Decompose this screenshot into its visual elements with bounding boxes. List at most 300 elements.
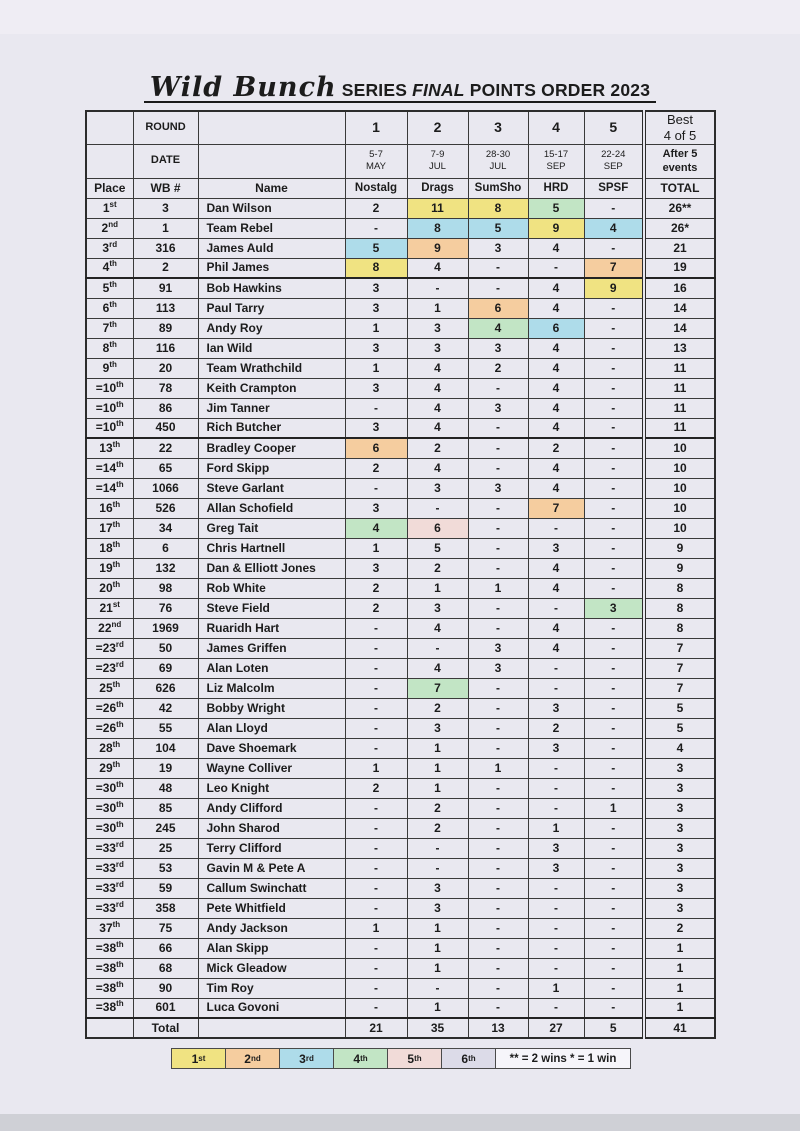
- header-round-number-3: 3: [468, 111, 528, 144]
- score-cell: 3: [528, 538, 584, 558]
- wb-number-cell: 86: [133, 398, 198, 418]
- score-cell: 4: [528, 418, 584, 438]
- score-cell: 7: [407, 678, 468, 698]
- score-cell: 3: [345, 418, 407, 438]
- place-cell: 17th: [86, 518, 133, 538]
- wb-number-cell: 75: [133, 918, 198, 938]
- score-cell: 3: [468, 638, 528, 658]
- score-cell: -: [528, 598, 584, 618]
- score-cell: -: [584, 518, 644, 538]
- score-cell: 4: [528, 578, 584, 598]
- score-cell: 4: [528, 398, 584, 418]
- table-row: [86, 398, 715, 418]
- score-cell: 4: [407, 418, 468, 438]
- place-cell: 18th: [86, 538, 133, 558]
- score-cell: 1: [407, 298, 468, 318]
- driver-name-cell: Andy Jackson: [198, 918, 345, 938]
- driver-name-cell: Phil James: [198, 258, 345, 278]
- place-cell: 3rd: [86, 238, 133, 258]
- total-points-cell: 3: [644, 798, 715, 818]
- driver-name-cell: Gavin M & Pete A: [198, 858, 345, 878]
- driver-name-cell: Bradley Cooper: [198, 438, 345, 458]
- place-cell: 19th: [86, 558, 133, 578]
- header-wb-label: WB #: [133, 178, 198, 198]
- table-row: [86, 278, 715, 298]
- driver-name-cell: Greg Tait: [198, 518, 345, 538]
- score-cell: -: [468, 538, 528, 558]
- total-points-cell: 2: [644, 918, 715, 938]
- score-cell: 2: [345, 778, 407, 798]
- total-points-cell: 9: [644, 558, 715, 578]
- score-cell: 3: [528, 698, 584, 718]
- wb-number-cell: 66: [133, 938, 198, 958]
- driver-name-cell: Keith Crampton: [198, 378, 345, 398]
- score-cell: 2: [407, 818, 468, 838]
- score-cell: 4: [528, 458, 584, 478]
- score-cell: -: [584, 418, 644, 438]
- table-row: [86, 198, 715, 218]
- driver-name-cell: Alan Lloyd: [198, 718, 345, 738]
- wb-number-cell: 90: [133, 978, 198, 998]
- score-cell: 2: [345, 598, 407, 618]
- total-points-cell: 3: [644, 878, 715, 898]
- driver-name-cell: John Sharod: [198, 818, 345, 838]
- score-cell: 9: [584, 278, 644, 298]
- legend-1st-swatch: 1 st: [171, 1048, 226, 1069]
- score-cell: -: [468, 978, 528, 998]
- total-points-cell: 11: [644, 398, 715, 418]
- score-cell: -: [345, 678, 407, 698]
- score-cell: 4: [528, 618, 584, 638]
- score-cell: 2: [468, 358, 528, 378]
- driver-name-cell: Ford Skipp: [198, 458, 345, 478]
- wb-number-cell: 526: [133, 498, 198, 518]
- table-row: [86, 798, 715, 818]
- wb-number-cell: 113: [133, 298, 198, 318]
- score-cell: 3: [468, 658, 528, 678]
- score-cell: 1: [528, 818, 584, 838]
- score-cell: -: [584, 958, 644, 978]
- table-row: [86, 418, 715, 438]
- score-cell: 4: [468, 318, 528, 338]
- totals-blank: [198, 1018, 345, 1038]
- driver-name-cell: Alan Loten: [198, 658, 345, 678]
- table-row: [86, 858, 715, 878]
- points-table: [85, 110, 716, 1039]
- score-cell: -: [407, 838, 468, 858]
- score-cell: -: [584, 998, 644, 1018]
- score-cell: 1: [345, 918, 407, 938]
- header-date-round-2: 7-9 JUL: [407, 144, 468, 178]
- score-cell: -: [345, 398, 407, 418]
- score-cell: -: [345, 938, 407, 958]
- score-cell: -: [407, 858, 468, 878]
- wb-number-cell: 25: [133, 838, 198, 858]
- wb-number-cell: 132: [133, 558, 198, 578]
- header-date-round-5: 22-24 SEP: [584, 144, 644, 178]
- score-cell: -: [584, 818, 644, 838]
- wb-number-cell: 116: [133, 338, 198, 358]
- score-cell: 4: [345, 518, 407, 538]
- score-cell: -: [468, 798, 528, 818]
- score-cell: -: [468, 558, 528, 578]
- driver-name-cell: Chris Hartnell: [198, 538, 345, 558]
- driver-name-cell: Steve Field: [198, 598, 345, 618]
- score-cell: 6: [468, 298, 528, 318]
- header-place-label: Place: [86, 178, 133, 198]
- totals-grand-cell: 41: [644, 1018, 715, 1038]
- score-cell: 5: [407, 538, 468, 558]
- score-cell: -: [528, 998, 584, 1018]
- score-cell: 3: [407, 718, 468, 738]
- place-cell: =30th: [86, 818, 133, 838]
- score-cell: -: [584, 238, 644, 258]
- score-cell: -: [407, 978, 468, 998]
- total-points-cell: 3: [644, 858, 715, 878]
- table-row: [86, 878, 715, 898]
- driver-name-cell: Wayne Colliver: [198, 758, 345, 778]
- place-cell: 13th: [86, 438, 133, 458]
- driver-name-cell: Pete Whitfield: [198, 898, 345, 918]
- wb-number-cell: 3: [133, 198, 198, 218]
- total-points-cell: 1: [644, 958, 715, 978]
- score-cell: 2: [407, 438, 468, 458]
- wb-number-cell: 104: [133, 738, 198, 758]
- total-points-cell: 10: [644, 518, 715, 538]
- wb-number-cell: 626: [133, 678, 198, 698]
- score-cell: -: [584, 298, 644, 318]
- place-cell: 22nd: [86, 618, 133, 638]
- wb-number-cell: 98: [133, 578, 198, 598]
- score-cell: 3: [407, 878, 468, 898]
- score-cell: -: [584, 478, 644, 498]
- total-points-cell: 10: [644, 498, 715, 518]
- score-cell: -: [528, 758, 584, 778]
- table-row: [86, 998, 715, 1018]
- total-points-cell: 3: [644, 818, 715, 838]
- place-cell: =33rd: [86, 858, 133, 878]
- scan-bottom-edge: [0, 1114, 800, 1131]
- place-cell: =38th: [86, 958, 133, 978]
- table-row: [86, 678, 715, 698]
- total-points-cell: 9: [644, 538, 715, 558]
- score-cell: -: [584, 698, 644, 718]
- legend-2nd-swatch: 2 nd: [225, 1048, 280, 1069]
- wb-number-cell: 316: [133, 238, 198, 258]
- driver-name-cell: Liz Malcolm: [198, 678, 345, 698]
- score-cell: 3: [407, 338, 468, 358]
- legend-6th-swatch: 6 th: [441, 1048, 496, 1069]
- header-event-hrd: HRD: [528, 178, 584, 198]
- score-cell: -: [345, 798, 407, 818]
- score-cell: 4: [528, 338, 584, 358]
- header-total-label: TOTAL: [644, 178, 715, 198]
- header-blank: [198, 111, 345, 144]
- score-cell: 6: [345, 438, 407, 458]
- driver-name-cell: Bob Hawkins: [198, 278, 345, 298]
- score-cell: -: [468, 838, 528, 858]
- score-cell: 3: [345, 498, 407, 518]
- total-points-cell: 8: [644, 618, 715, 638]
- score-cell: -: [345, 718, 407, 738]
- score-cell: -: [528, 258, 584, 278]
- place-cell: 37th: [86, 918, 133, 938]
- total-points-cell: 21: [644, 238, 715, 258]
- score-cell: 3: [468, 338, 528, 358]
- driver-name-cell: Dan Wilson: [198, 198, 345, 218]
- place-cell: 7th: [86, 318, 133, 338]
- wb-number-cell: 78: [133, 378, 198, 398]
- score-cell: -: [528, 658, 584, 678]
- totals-row: [86, 1018, 715, 1038]
- table-row: [86, 298, 715, 318]
- score-cell: 1: [468, 758, 528, 778]
- table-row: [86, 478, 715, 498]
- score-cell: -: [584, 198, 644, 218]
- wb-number-cell: 48: [133, 778, 198, 798]
- score-cell: -: [584, 398, 644, 418]
- title-tail: POINTS ORDER 2023: [464, 80, 651, 100]
- table-row: [86, 538, 715, 558]
- total-points-cell: 3: [644, 898, 715, 918]
- place-cell: 9th: [86, 358, 133, 378]
- table-row: [86, 578, 715, 598]
- place-cell: 8th: [86, 338, 133, 358]
- wb-number-cell: 69: [133, 658, 198, 678]
- total-points-cell: 10: [644, 478, 715, 498]
- score-cell: -: [584, 718, 644, 738]
- table-row: [86, 238, 715, 258]
- table-row: [86, 378, 715, 398]
- place-cell: 25th: [86, 678, 133, 698]
- place-cell: 6th: [86, 298, 133, 318]
- table-row: [86, 518, 715, 538]
- score-cell: 2: [528, 718, 584, 738]
- header-blank: [198, 144, 345, 178]
- table-row: [86, 958, 715, 978]
- score-cell: -: [584, 558, 644, 578]
- total-points-cell: 13: [644, 338, 715, 358]
- driver-name-cell: Bobby Wright: [198, 698, 345, 718]
- score-cell: 9: [407, 238, 468, 258]
- score-cell: 3: [345, 378, 407, 398]
- table-row: [86, 758, 715, 778]
- score-cell: 1: [407, 938, 468, 958]
- score-cell: 3: [407, 318, 468, 338]
- place-cell: =10th: [86, 398, 133, 418]
- score-cell: -: [468, 878, 528, 898]
- title-series: SERIES: [336, 80, 413, 100]
- driver-name-cell: Rob White: [198, 578, 345, 598]
- table-row: [86, 338, 715, 358]
- score-cell: 1: [407, 778, 468, 798]
- score-cell: 4: [407, 378, 468, 398]
- score-cell: -: [584, 858, 644, 878]
- header-blank: [86, 111, 133, 144]
- score-cell: 3: [528, 858, 584, 878]
- score-cell: 1: [584, 798, 644, 818]
- table-row: [86, 718, 715, 738]
- score-cell: -: [584, 778, 644, 798]
- total-points-cell: 7: [644, 658, 715, 678]
- place-cell: =26th: [86, 698, 133, 718]
- score-cell: -: [468, 818, 528, 838]
- wb-number-cell: 34: [133, 518, 198, 538]
- score-cell: -: [584, 498, 644, 518]
- place-cell: =38th: [86, 938, 133, 958]
- place-cell: =33rd: [86, 838, 133, 858]
- table-row: [86, 318, 715, 338]
- score-cell: -: [584, 678, 644, 698]
- score-cell: -: [345, 998, 407, 1018]
- header-round-row: [86, 111, 715, 144]
- wb-number-cell: 89: [133, 318, 198, 338]
- score-cell: 8: [407, 218, 468, 238]
- place-cell: 5th: [86, 278, 133, 298]
- score-cell: 3: [528, 838, 584, 858]
- total-points-cell: 5: [644, 718, 715, 738]
- score-cell: -: [468, 378, 528, 398]
- wb-number-cell: 19: [133, 758, 198, 778]
- driver-name-cell: Dan & Elliott Jones: [198, 558, 345, 578]
- place-cell: 21st: [86, 598, 133, 618]
- driver-name-cell: Andy Clifford: [198, 798, 345, 818]
- header-date-round-4: 15-17 SEP: [528, 144, 584, 178]
- header-event-drags: Drags: [407, 178, 468, 198]
- wb-number-cell: 601: [133, 998, 198, 1018]
- table-row: [86, 598, 715, 618]
- total-points-cell: 8: [644, 598, 715, 618]
- table-row: [86, 358, 715, 378]
- score-cell: 5: [528, 198, 584, 218]
- driver-name-cell: Ruaridh Hart: [198, 618, 345, 638]
- header-round-label: ROUND: [133, 111, 198, 144]
- table-row: [86, 258, 715, 278]
- place-cell: 16th: [86, 498, 133, 518]
- wb-number-cell: 85: [133, 798, 198, 818]
- score-cell: 3: [345, 298, 407, 318]
- table-row: [86, 498, 715, 518]
- score-cell: 1: [407, 958, 468, 978]
- score-cell: -: [584, 978, 644, 998]
- score-cell: -: [468, 778, 528, 798]
- total-points-cell: 3: [644, 758, 715, 778]
- header-event-nostalg: Nostalg: [345, 178, 407, 198]
- total-points-cell: 10: [644, 438, 715, 458]
- wb-number-cell: 6: [133, 538, 198, 558]
- total-points-cell: 1: [644, 938, 715, 958]
- score-cell: -: [528, 958, 584, 978]
- total-points-cell: 26**: [644, 198, 715, 218]
- wb-number-cell: 1: [133, 218, 198, 238]
- totals-score-cell: 21: [345, 1018, 407, 1038]
- total-points-cell: 11: [644, 358, 715, 378]
- place-cell: 1st: [86, 198, 133, 218]
- score-cell: -: [584, 878, 644, 898]
- table-row: [86, 438, 715, 458]
- table-row: [86, 918, 715, 938]
- wb-number-cell: 358: [133, 898, 198, 918]
- score-cell: -: [584, 438, 644, 458]
- score-cell: -: [468, 458, 528, 478]
- place-cell: =38th: [86, 998, 133, 1018]
- place-cell: =10th: [86, 418, 133, 438]
- wb-number-cell: 91: [133, 278, 198, 298]
- score-cell: -: [345, 818, 407, 838]
- score-cell: 3: [345, 338, 407, 358]
- page-title: [0, 72, 800, 103]
- score-cell: 1: [345, 538, 407, 558]
- score-cell: 4: [584, 218, 644, 238]
- header-event-spsf: SPSF: [584, 178, 644, 198]
- totals-label-cell: Total: [133, 1018, 198, 1038]
- score-cell: 4: [528, 238, 584, 258]
- score-cell: -: [468, 598, 528, 618]
- score-cell: 4: [407, 358, 468, 378]
- score-cell: -: [584, 578, 644, 598]
- total-points-cell: 8: [644, 578, 715, 598]
- score-cell: 1: [528, 978, 584, 998]
- total-points-cell: 4: [644, 738, 715, 758]
- place-cell: =33rd: [86, 898, 133, 918]
- header-round-number-1: 1: [345, 111, 407, 144]
- score-cell: -: [468, 898, 528, 918]
- table-row: [86, 658, 715, 678]
- place-cell: 29th: [86, 758, 133, 778]
- score-cell: 3: [528, 738, 584, 758]
- wb-number-cell: 59: [133, 878, 198, 898]
- driver-name-cell: Alan Skipp: [198, 938, 345, 958]
- totals-score-cell: 5: [584, 1018, 644, 1038]
- score-cell: 5: [345, 238, 407, 258]
- score-cell: -: [528, 518, 584, 538]
- place-cell: =38th: [86, 978, 133, 998]
- wb-number-cell: 65: [133, 458, 198, 478]
- score-cell: -: [584, 458, 644, 478]
- place-cell: 2nd: [86, 218, 133, 238]
- score-cell: -: [584, 938, 644, 958]
- total-points-cell: 11: [644, 418, 715, 438]
- score-cell: -: [468, 918, 528, 938]
- wb-number-cell: 55: [133, 718, 198, 738]
- place-cell: =23rd: [86, 658, 133, 678]
- score-cell: -: [345, 698, 407, 718]
- score-cell: 2: [345, 198, 407, 218]
- wb-number-cell: 450: [133, 418, 198, 438]
- header-event-sumsho: SumSho: [468, 178, 528, 198]
- score-cell: -: [584, 338, 644, 358]
- score-cell: -: [407, 638, 468, 658]
- score-cell: 7: [584, 258, 644, 278]
- table-row: [86, 818, 715, 838]
- score-cell: -: [468, 738, 528, 758]
- header-after-5-events: After 5 events: [644, 144, 715, 178]
- score-cell: 1: [345, 318, 407, 338]
- score-cell: -: [407, 498, 468, 518]
- score-cell: 3: [407, 898, 468, 918]
- score-cell: 3: [407, 478, 468, 498]
- score-cell: 2: [407, 698, 468, 718]
- score-cell: -: [468, 718, 528, 738]
- wb-number-cell: 53: [133, 858, 198, 878]
- score-cell: 3: [345, 278, 407, 298]
- total-points-cell: 1: [644, 978, 715, 998]
- wb-number-cell: 1066: [133, 478, 198, 498]
- score-cell: 9: [528, 218, 584, 238]
- score-cell: 4: [528, 358, 584, 378]
- score-cell: -: [345, 858, 407, 878]
- legend-3rd-swatch: 3 rd: [279, 1048, 334, 1069]
